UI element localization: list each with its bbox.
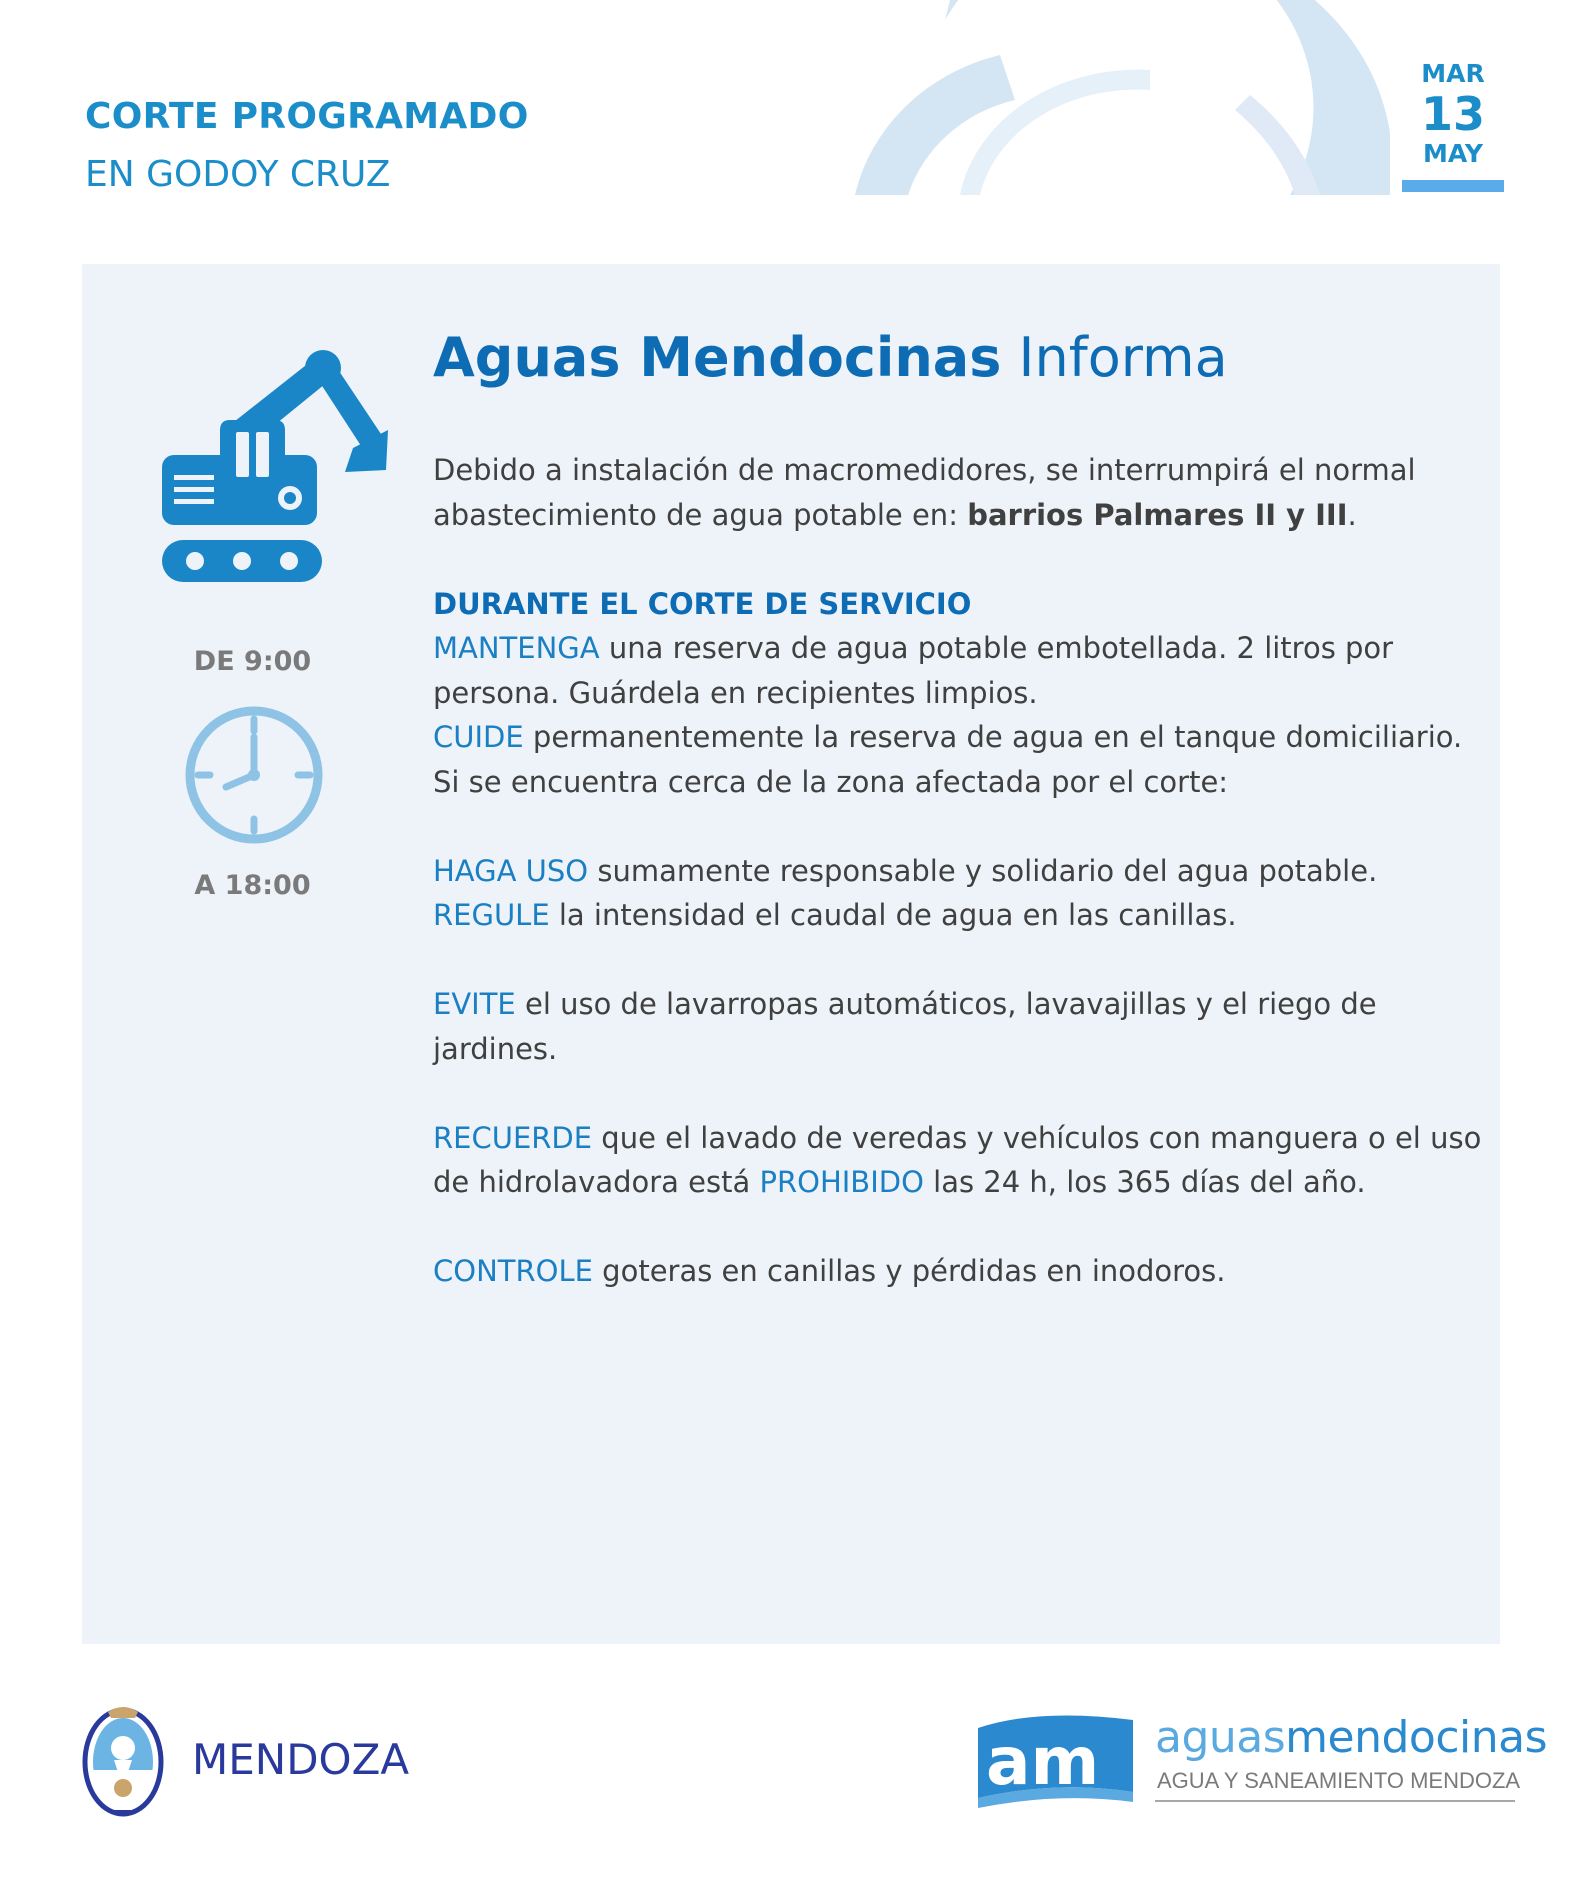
keyword-recuerde: RECUERDE xyxy=(433,1120,593,1155)
header-subtitle: EN GODOY CRUZ xyxy=(85,154,391,195)
section-title: DURANTE EL CORTE DE SERVICIO xyxy=(433,586,972,621)
keyword-cuide: CUIDE xyxy=(433,720,524,754)
keyword-prohibido: PROHIBIDO xyxy=(759,1165,924,1199)
list-item xyxy=(433,893,1483,938)
item-text: goteras en canillas y pérdidas en inodoros. xyxy=(592,1254,1226,1288)
list-item xyxy=(433,1116,1483,1205)
info-title-brand: Aguas Mendocinas xyxy=(433,326,1002,389)
list-item xyxy=(433,715,1483,760)
near-zone-text: Si se encuentra cerca de la zona afectada por el corte: xyxy=(433,764,1229,799)
keyword-regule: REGULE xyxy=(433,898,550,932)
list-item xyxy=(433,982,1483,1071)
item-text: una reserva de agua potable embotellada. 2 litros por persona. Guárdela en recipientes limpios. xyxy=(433,631,1394,710)
keyword-mantenga: MANTENGA xyxy=(433,631,600,665)
intro-text: Debido a instalación de macromedidores, se interrumpirá el normal abastecimiento de agua potable en: xyxy=(433,453,1416,532)
intro-end: . xyxy=(1347,497,1357,532)
brand-name-part1: aguas xyxy=(1155,1712,1286,1763)
keyword-evite: EVITE xyxy=(433,987,516,1021)
svg-text:am: am xyxy=(986,1723,1100,1800)
date-weekday: MAR xyxy=(1421,59,1485,88)
list-item xyxy=(433,1249,1483,1294)
brand-underline xyxy=(1155,1800,1515,1802)
date-month: MAY xyxy=(1423,139,1483,168)
brand-name xyxy=(1155,1712,1547,1763)
item-text: sumamente responsable y solidario del agua potable. xyxy=(588,853,1378,888)
item-text: la intensidad el caudal de agua en las canillas. xyxy=(549,898,1237,932)
keyword-controle: CONTROLE xyxy=(433,1254,593,1288)
intro-paragraph xyxy=(433,448,1483,537)
brand-tagline: AGUA Y SANEAMIENTO MENDOZA xyxy=(1157,1768,1521,1793)
clock-icon xyxy=(184,705,324,845)
header-title: CORTE PROGRAMADO xyxy=(85,96,529,137)
keyword-haga-uso: HAGA USO xyxy=(433,853,589,888)
info-body xyxy=(433,448,1483,1294)
excavator-icon xyxy=(160,330,390,585)
time-to: A 18:00 xyxy=(194,870,311,901)
item-text: permanentemente la reserva de agua en el tanque domiciliario. xyxy=(523,720,1463,754)
list-item xyxy=(433,626,1483,715)
date-day: 13 xyxy=(1420,87,1485,141)
info-title xyxy=(433,326,1228,389)
intro-neighborhoods: barrios Palmares II y III xyxy=(967,497,1348,532)
am-logo-icon xyxy=(978,1710,1133,1810)
brand-name-part2: mendocinas xyxy=(1285,1712,1548,1763)
date-badge xyxy=(1398,60,1508,168)
time-from: DE 9:00 xyxy=(193,646,312,677)
item-text: el uso de lavarropas automáticos, lavavajillas y el riego de jardines. xyxy=(433,987,1377,1066)
list-item xyxy=(433,849,1483,894)
date-underline xyxy=(1402,180,1504,192)
water-arcs-decoration xyxy=(850,0,1390,195)
info-title-rest: Informa xyxy=(1001,326,1228,389)
mendoza-crest-icon xyxy=(80,1700,166,1820)
province-name: MENDOZA xyxy=(192,1735,410,1784)
item-text: que el lavado de veredas y vehículos con manguera o el uso de hidrolavadora está xyxy=(433,1120,1482,1199)
item-text: las 24 h, los 365 días del año. xyxy=(923,1165,1366,1199)
